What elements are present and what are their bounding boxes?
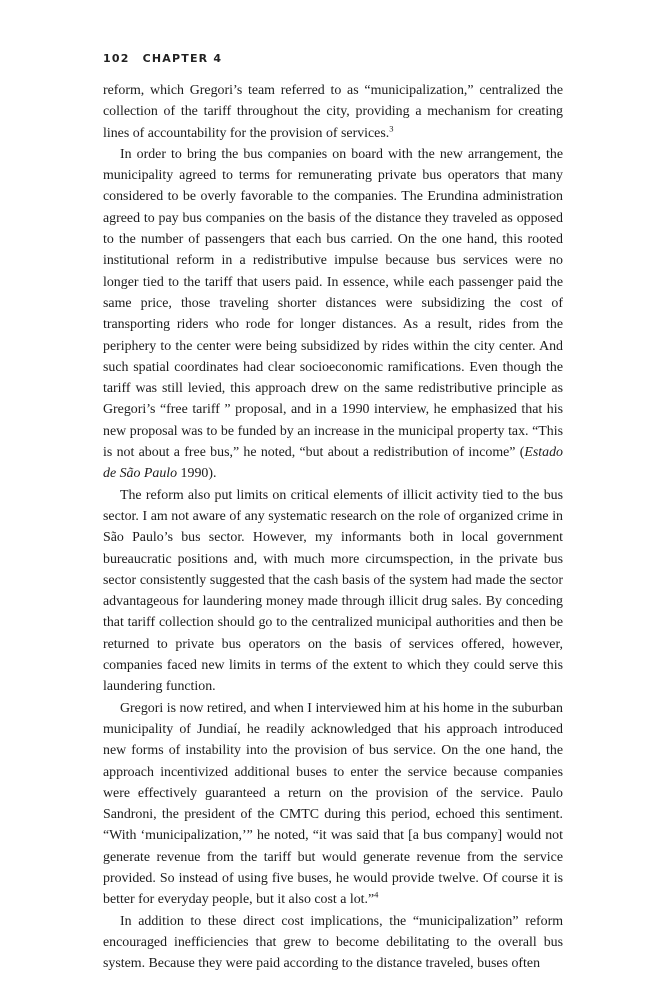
paragraph-text: In addition to these direct cost implications, the “municipalization” reform encouraged inefficiencies that grew to become debilitating to the overall bus system. Because they were paid according to the distance traveled, buses often bbox=[103, 913, 563, 972]
paragraph-4 bbox=[103, 698, 563, 911]
footnote-ref-3: 3 bbox=[389, 122, 394, 133]
paragraph-text: Gregori is now retired, and when I interviewed him at his home in the suburban municipality of Jundiaí, he readily acknowledged that his approach introduced new forms of instability into the provision of bus service. On the one hand, the approach incentivized additional buses to enter the service because companies were effectively guaranteed a return on the provision of the service. Paulo Sandroni, the president of the CMTC during this period, echoed this sentiment. “With ‘municipalization,’” he noted, “it was said that [a bus company] would not generate revenue from the tariff but would generate revenue from the service provided. So instead of using five buses, he would provide twelve. Of course it is better for everyday people, but it also cost a lot.” bbox=[103, 700, 563, 908]
footnote-ref-4: 4 bbox=[374, 889, 379, 900]
page-number: 102 bbox=[103, 52, 130, 65]
paragraph-text: The reform also put limits on critical elements of illicit activity tied to the bus sector. I am not aware of any systematic research on the role of organized crime in São Paulo’s bus sector. However, my informants both in local government bureaucratic positions and, with much more circumspection, in the private bus sector consistently suggested that the cash basis of the system had made the sector advantageous for laundering money made through illicit drug sales. By conceding that tariff collection should go to the centralized municipal authorities and then be returned to private bus operators on the basis of services offered, however, companies faced new limits in terms of the extent to which they could serve this laundering function. bbox=[103, 487, 563, 695]
running-head bbox=[103, 52, 222, 65]
body-text bbox=[103, 80, 563, 974]
paragraph-5 bbox=[103, 911, 563, 975]
paragraph-text: In order to bring the bus companies on board with the new arrangement, the municipality agreed to terms for remunerating private bus operators that many considered to be overly favorable to the companies. The Erundina administration agreed to pay bus companies on the basis of the distance they traveled as opposed to the number of passengers that each bus carried. On the one hand, this rooted institutional reform in a redistributive impulse because bus services were no longer tied to the tariff that users paid. In essence, while each passenger paid the same price, those traveling shorter distances were subsidizing the cost of transporting riders who rode for longer distances. As a result, rides from the periphery to the center were being subsidized by rides within the city center. And such spatial coordinates had clear socioeconomic ramifications. Even though the tariff was still levied, this approach drew on the same redistributive principle as Gregori’s “free tariff ” proposal, and in a 1990 interview, he emphasized that his new proposal was to be funded by an increase in the municipal property tax. “This is not about a free bus,” he noted, “but about a redistribution of income” ( bbox=[103, 146, 563, 461]
paragraph-1 bbox=[103, 80, 563, 144]
paragraph-2 bbox=[103, 144, 563, 485]
chapter-label: CHAPTER 4 bbox=[142, 52, 223, 65]
cited-newspaper-title: Estado de São Paulo bbox=[103, 445, 563, 482]
paragraph-3 bbox=[103, 485, 563, 698]
paragraph-text: reform, which Gregori’s team referred to as “municipalization,” centralized the collection of the tariff throughout the city, providing a mechanism for creating lines of accountability for the provision of services. bbox=[103, 83, 563, 141]
paragraph-text: 1990). bbox=[177, 466, 217, 482]
